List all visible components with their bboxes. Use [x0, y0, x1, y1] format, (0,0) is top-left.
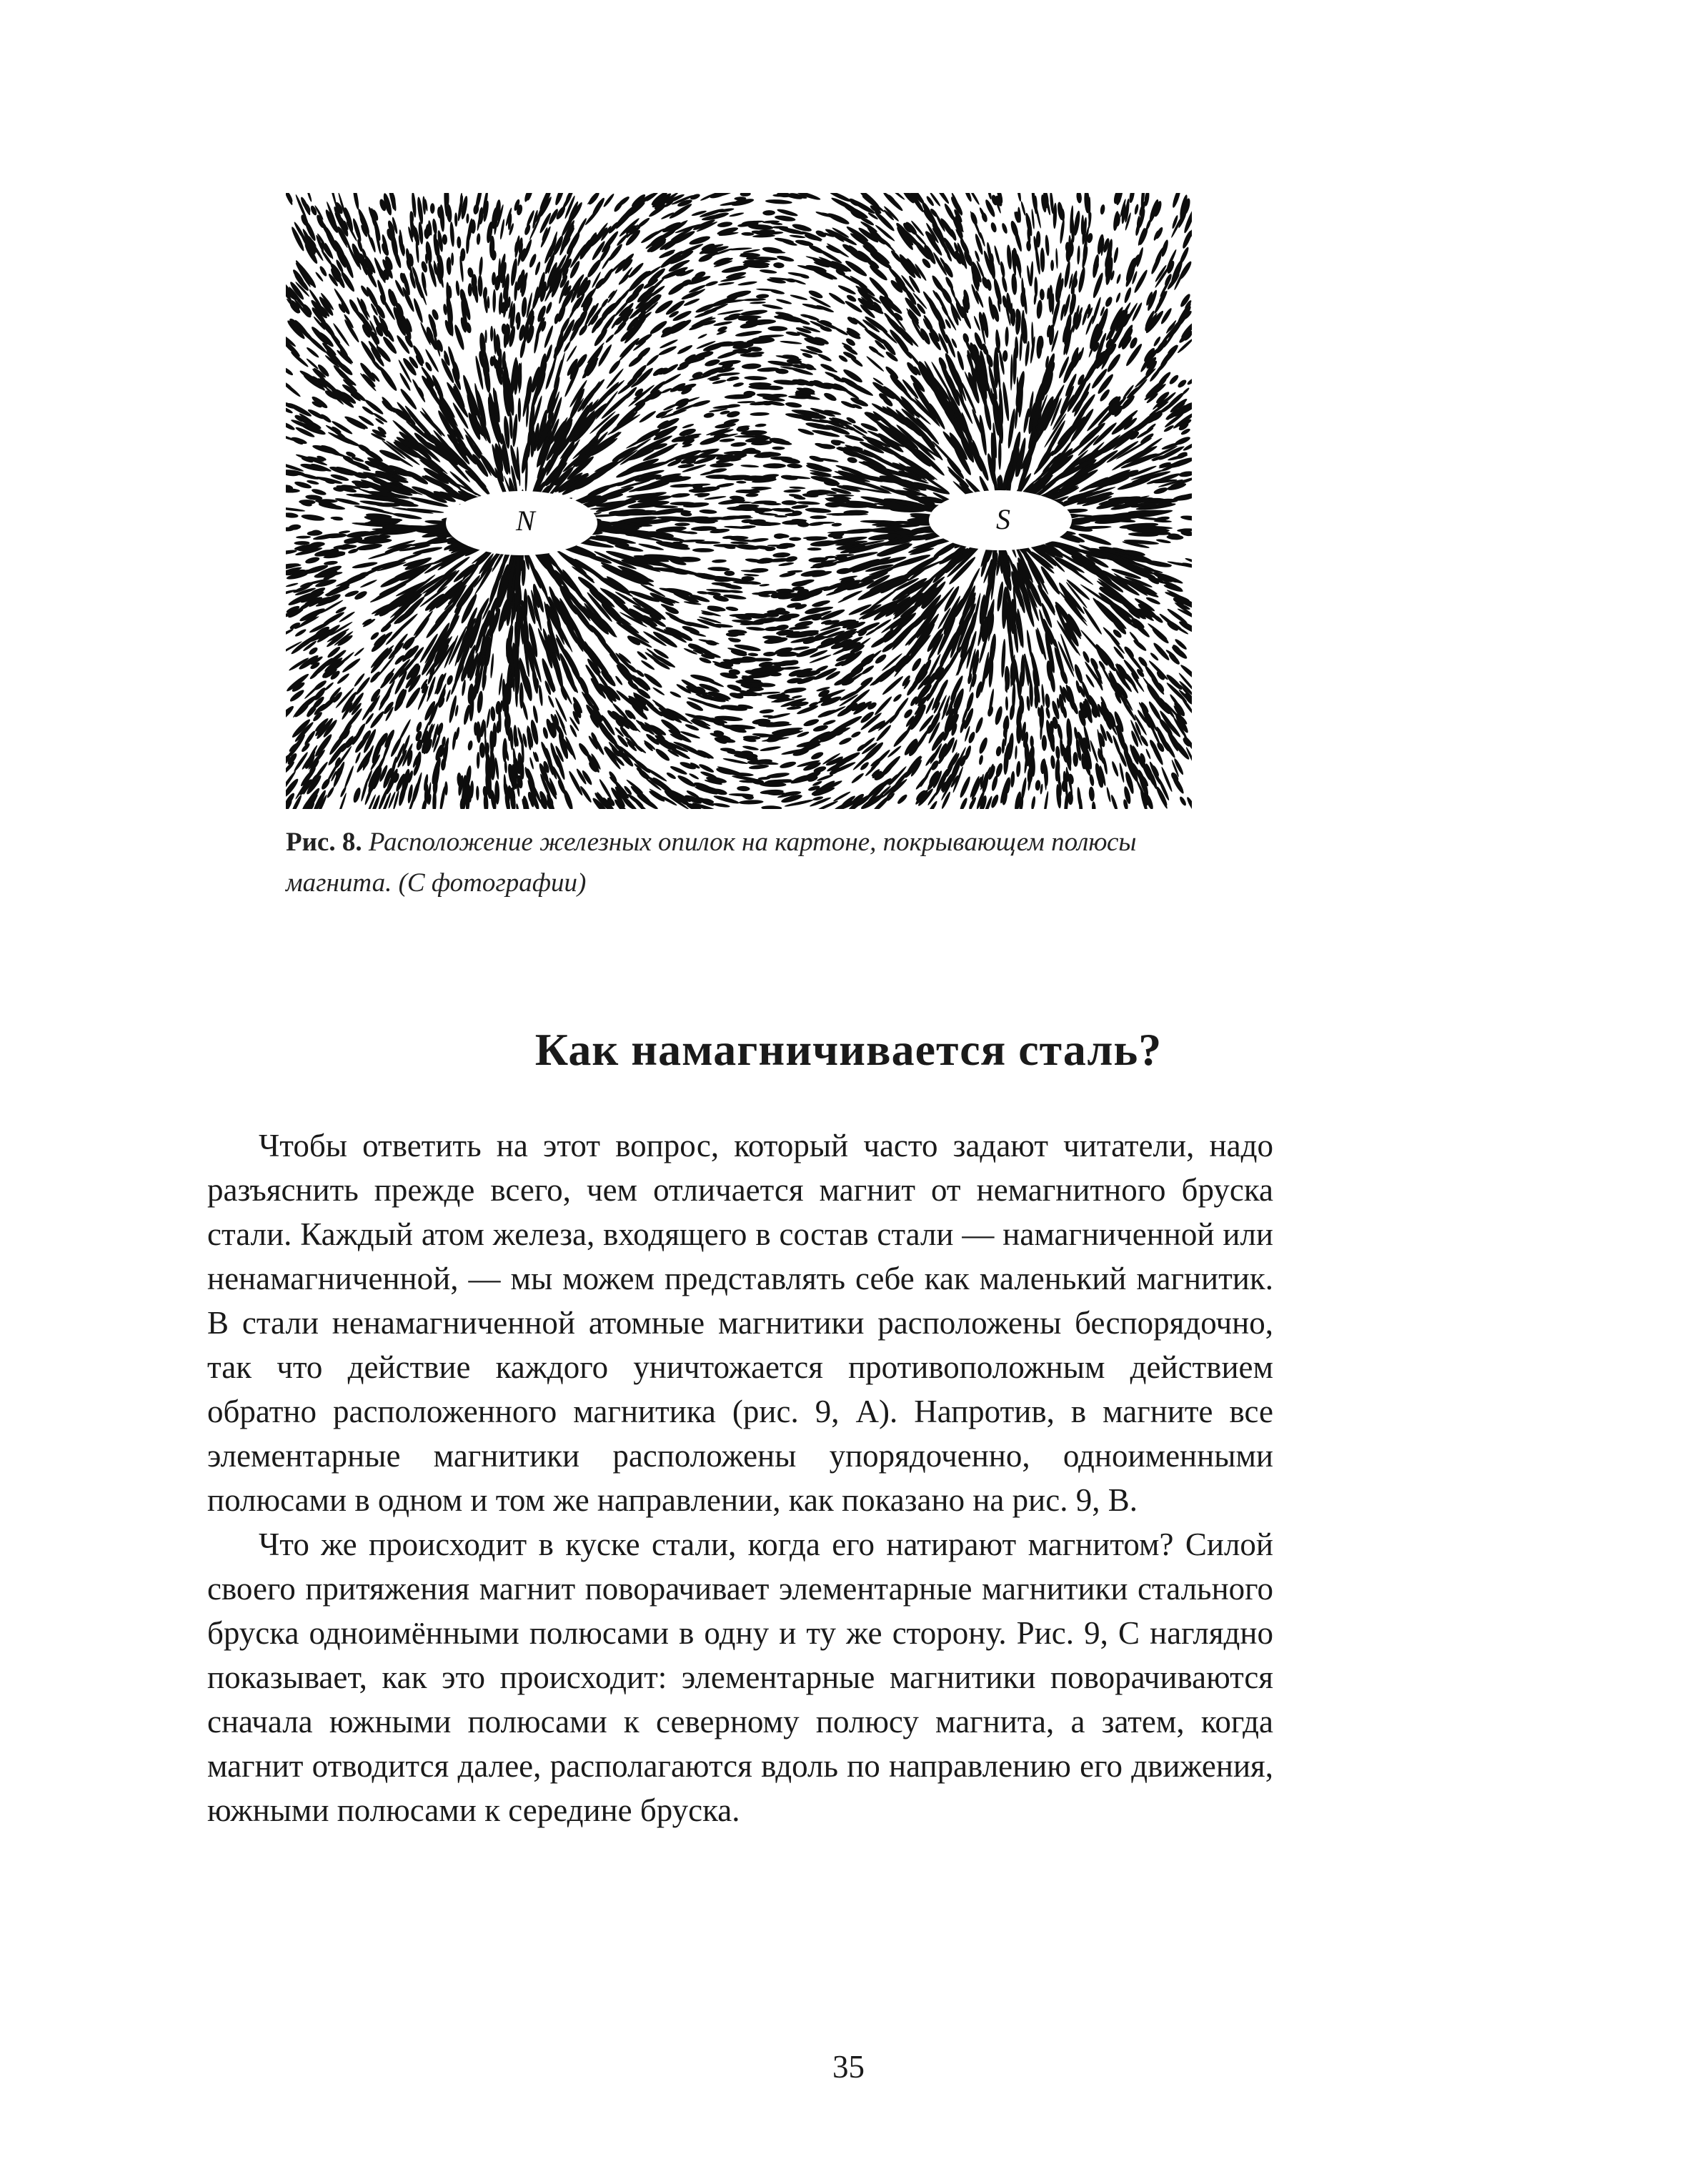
- iron-filings-figure: [286, 193, 1192, 809]
- body-text: [207, 1123, 1273, 1832]
- figure-caption: [286, 822, 1215, 903]
- paragraph: Чтобы ответить на этот вопрос, который часто задают читатели, надо разъяснить прежде всего, чем отличается магнит от немагнитного бруска стали. Каждый атом железа, входящего в состав стали — намагниченной или ненамагниченной, — мы можем представлять себе как маленький магнитик. В стали ненамагниченной атомные магнитики расположены беспорядочно, так что действие каждого уничтожается противоположным действием обратно расположенного магнитика (рис. 9, А). Напротив, в магните все элементарные магнитики расположены упорядоченно, одноименными полюсами в одном и том же направлении, как показано на рис. 9, В.: [207, 1128, 1273, 1518]
- magnetic-field-illustration: [286, 193, 1192, 809]
- page-number: 35: [832, 2049, 865, 2085]
- caption-label: Рис. 8.: [286, 828, 362, 857]
- paragraph: Что же происходит в куске стали, когда его натирают магнитом? Силой своего притяжения магнит поворачивает элементарные магнитики стального бруска одноимёнными полюсами в одну и ту же сторону. Рис. 9, С наглядно показывает, как это происходит: элементарные магнитики поворачиваются сначала южными полюсами к северному полюсу магнита, а затем, когда магнит отводится далее, располагаются вдоль по направлению его движения, южными полюсами к середине бруска.: [207, 1527, 1273, 1828]
- north-pole-label: N: [516, 505, 535, 537]
- caption-text: Расположение железных опилок на картоне, покрывающем полюсы магнита. (С фотографии): [286, 828, 1137, 898]
- section-heading: Как намагничивается сталь?: [534, 1024, 1163, 1075]
- south-pole-label: S: [996, 503, 1010, 535]
